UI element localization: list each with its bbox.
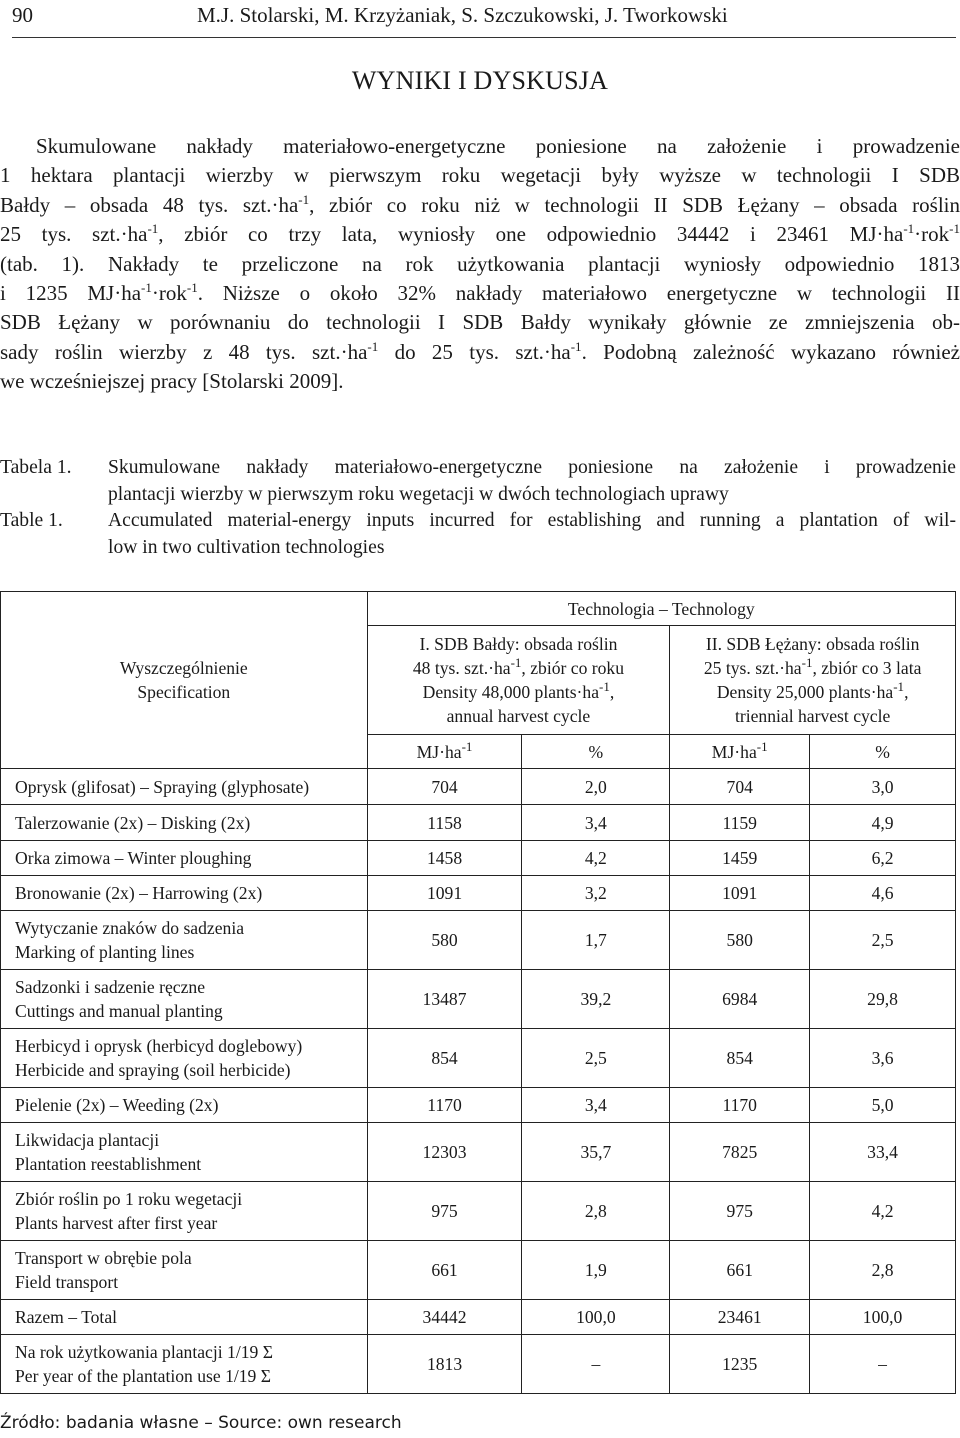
value-cell-mj2: 975 [670, 1182, 810, 1241]
paragraph-line: we wcześniejszej pracy [Stolarski 2009]. [0, 369, 344, 394]
value-cell-mj1: 1813 [367, 1335, 522, 1394]
table-row [1, 1088, 956, 1123]
value-cell-p1: 2,5 [522, 1029, 670, 1088]
value-cell-mj2: 1235 [670, 1335, 810, 1394]
row-label: Razem – Total [1, 1300, 368, 1335]
table-row [1, 1241, 956, 1300]
table-row [1, 841, 956, 876]
value-cell-mj1: 13487 [367, 970, 522, 1029]
running-header [12, 3, 948, 31]
value-cell-mj2: 1170 [670, 1088, 810, 1123]
value-cell-p1: 39,2 [522, 970, 670, 1029]
table-row [1, 876, 956, 911]
value-cell-p2: 3,6 [810, 1029, 956, 1088]
caption-label-en: Table 1. [0, 510, 63, 531]
table-row [1, 1300, 956, 1335]
value-cell-p1: 35,7 [522, 1123, 670, 1182]
unit-header-pct: % [810, 735, 956, 769]
value-cell-mj1: 1458 [367, 841, 522, 876]
value-cell-mj1: 580 [367, 911, 522, 970]
table-row [1, 1335, 956, 1394]
paragraph-line: 25 tys. $szt.\cdot ha^{-1}$, zbiór co trzy lata, wyniosły one odpowiednio 34442 i 23461 $MJ\cdot ha^{-1}\cdot rok^{-1}$ [0, 221, 960, 247]
value-cell-mj1: 704 [367, 769, 522, 805]
value-cell-mj2: 1091 [670, 876, 810, 911]
row-label: Likwidacja plantacji Plantation reestablishment [1, 1123, 368, 1182]
unit-header-mj: $MJ\cdot ha^{-1}$ [367, 735, 522, 769]
section-title: WYNIKI I DYSKUSJA [351, 66, 609, 95]
value-cell-p2: 4,9 [810, 805, 956, 841]
table-row [1, 1029, 956, 1088]
row-label: Pielenie (2x) – Weeding (2x) [1, 1088, 368, 1123]
value-cell-mj2: 704 [670, 769, 810, 805]
value-cell-mj2: 7825 [670, 1123, 810, 1182]
paragraph-line: (tab. 1). Nakłady te przeliczone na rok użytkowania plantacji wyniosły odpowiednio 1813 [0, 251, 960, 276]
header-rule [12, 37, 956, 38]
value-cell-mj2: 23461 [670, 1300, 810, 1335]
value-cell-p2: 100,0 [810, 1300, 956, 1335]
table-row [1, 911, 956, 970]
energy-inputs-table [0, 591, 956, 1394]
paragraph-line: SDB Łężany w porównaniu do technologii I SDB Bałdy wynikały głównie ze zmniejszenia ob- [0, 310, 960, 335]
authors-line: M.J. Stolarski, M. Krzyżaniak, S. Szczukowski, J. Tworkowski [197, 3, 728, 27]
unit-header-pct: % [522, 735, 670, 769]
value-cell-mj1: 661 [367, 1241, 522, 1300]
table-row [1, 805, 956, 841]
value-cell-mj1: 1170 [367, 1088, 522, 1123]
value-cell-mj1: 975 [367, 1182, 522, 1241]
value-cell-p2: 2,8 [810, 1241, 956, 1300]
paragraph-line: Bałdy – obsada 48 tys. $szt.\cdot ha^{-1}$, zbiór co roku niż w technologii II SDB Łężany – obsada roślin [0, 191, 960, 217]
value-cell-mj2: 1459 [670, 841, 810, 876]
value-cell-p1: 1,7 [522, 911, 670, 970]
row-label: Talerzowanie (2x) – Disking (2x) [1, 805, 368, 841]
value-cell-mj2: 661 [670, 1241, 810, 1300]
row-label: Zbiór roślin po 1 roku wegetacji Plants harvest after first year [1, 1182, 368, 1241]
value-cell-mj2: 6984 [670, 970, 810, 1029]
row-label: Na rok użytkowania plantacji 1/19 Σ Per year of the plantation use 1/19 Σ [1, 1335, 368, 1394]
value-cell-mj1: 12303 [367, 1123, 522, 1182]
value-cell-p2: 3,0 [810, 769, 956, 805]
unit-header-mj: $MJ\cdot ha^{-1}$ [670, 735, 810, 769]
paragraph-line: sady roślin wierzby z 48 tys. $szt.\cdot ha^{-1}$ do 25 tys. $szt.\cdot ha^{-1}$. Podobną zależność wykazano również [0, 338, 960, 364]
page-number: 90 [12, 3, 33, 27]
paragraph-line: Skumulowane nakłady materiałowo-energetyczne poniesione na założenie i prowadzenie [36, 134, 960, 158]
caption-label-pl: Tabela 1. [0, 457, 72, 478]
tech1-header: I. SDB Bałdy: obsada roślin 48 tys. $szt.\cdot ha^{-1}$, zbiór co roku Density 48,000 $plants\cdot ha^{-1}$, annual harvest cycle [367, 626, 670, 735]
value-cell-p2: 4,6 [810, 876, 956, 911]
value-cell-mj1: 1158 [367, 805, 522, 841]
value-cell-p2: 33,4 [810, 1123, 956, 1182]
value-cell-p1: 1,9 [522, 1241, 670, 1300]
value-cell-p1: 3,4 [522, 805, 670, 841]
caption-text-pl: plantacji wierzby w pierwszym roku wegetacji w dwóch technologiach uprawy [108, 483, 729, 505]
value-cell-mj1: 1091 [367, 876, 522, 911]
row-label: Orka zimowa – Winter ploughing [1, 841, 368, 876]
value-cell-p1: 2,8 [522, 1182, 670, 1241]
value-cell-mj1: 854 [367, 1029, 522, 1088]
value-cell-mj1: 34442 [367, 1300, 522, 1335]
paragraph-line: 1 hektara plantacji wierzby w pierwszym roku wegetacji były wyższe w technologii I SDB [0, 163, 960, 188]
table-caption [0, 455, 960, 561]
technology-header: Technologia – Technology [367, 592, 955, 626]
value-cell-mj2: 580 [670, 911, 810, 970]
table-body [1, 769, 956, 1394]
table-row [1, 1182, 956, 1241]
body-paragraph [0, 132, 960, 397]
row-label: Sadzonki i sadzenie ręczne Cuttings and manual planting [1, 970, 368, 1029]
caption-text-pl: Skumulowane nakłady materiałowo-energetyczne poniesione na założenie i prowadzenie [108, 457, 956, 478]
table-row [1, 1123, 956, 1182]
value-cell-p2: 29,8 [810, 970, 956, 1029]
value-cell-p2: 5,0 [810, 1088, 956, 1123]
caption-text-en: Accumulated material-energy inputs incurred for establishing and running a plantation of wil- [108, 510, 956, 531]
caption-text-en: low in two cultivation technologies [108, 536, 385, 558]
value-cell-p2: 6,2 [810, 841, 956, 876]
value-cell-mj2: 854 [670, 1029, 810, 1088]
value-cell-p1: 4,2 [522, 841, 670, 876]
value-cell-p1: 100,0 [522, 1300, 670, 1335]
value-cell-p2: – [810, 1335, 956, 1394]
row-label: Bronowanie (2x) – Harrowing (2x) [1, 876, 368, 911]
spec-header-en: Specification [137, 682, 231, 702]
row-label: Oprysk (glifosat) – Spraying (glyphosate) [1, 769, 368, 805]
tech2-header: II. SDB Łężany: obsada roślin 25 tys. $szt.\cdot ha^{-1}$, zbiór co 3 lata Density 25,000 $plants\cdot ha^{-1}$, triennial harvest cycle [670, 626, 956, 735]
paragraph-line: i 1235 $MJ\cdot ha^{-1}\cdot rok^{-1}$. Niższe o około 32% nakłady materiałowo energetyczne w technologii II [0, 279, 960, 305]
value-cell-p1: 3,2 [522, 876, 670, 911]
row-label: Herbicyd i oprysk (herbicyd doglebowy) Herbicide and spraying (soil herbicide) [1, 1029, 368, 1088]
value-cell-p1: – [522, 1335, 670, 1394]
spec-header-pl: Wyszczególnienie [119, 658, 248, 678]
value-cell-p2: 4,2 [810, 1182, 956, 1241]
row-label: Transport w obrębie pola Field transport [1, 1241, 368, 1300]
value-cell-p1: 3,4 [522, 1088, 670, 1123]
spec-header-cell [1, 592, 368, 769]
source-note: Źródło: badania własne – Source: own research [0, 1413, 402, 1433]
value-cell-p2: 2,5 [810, 911, 956, 970]
table-row [1, 769, 956, 805]
table-row [1, 970, 956, 1029]
row-label: Wytyczanie znaków do sadzenia Marking of planting lines [1, 911, 368, 970]
value-cell-mj2: 1159 [670, 805, 810, 841]
value-cell-p1: 2,0 [522, 769, 670, 805]
